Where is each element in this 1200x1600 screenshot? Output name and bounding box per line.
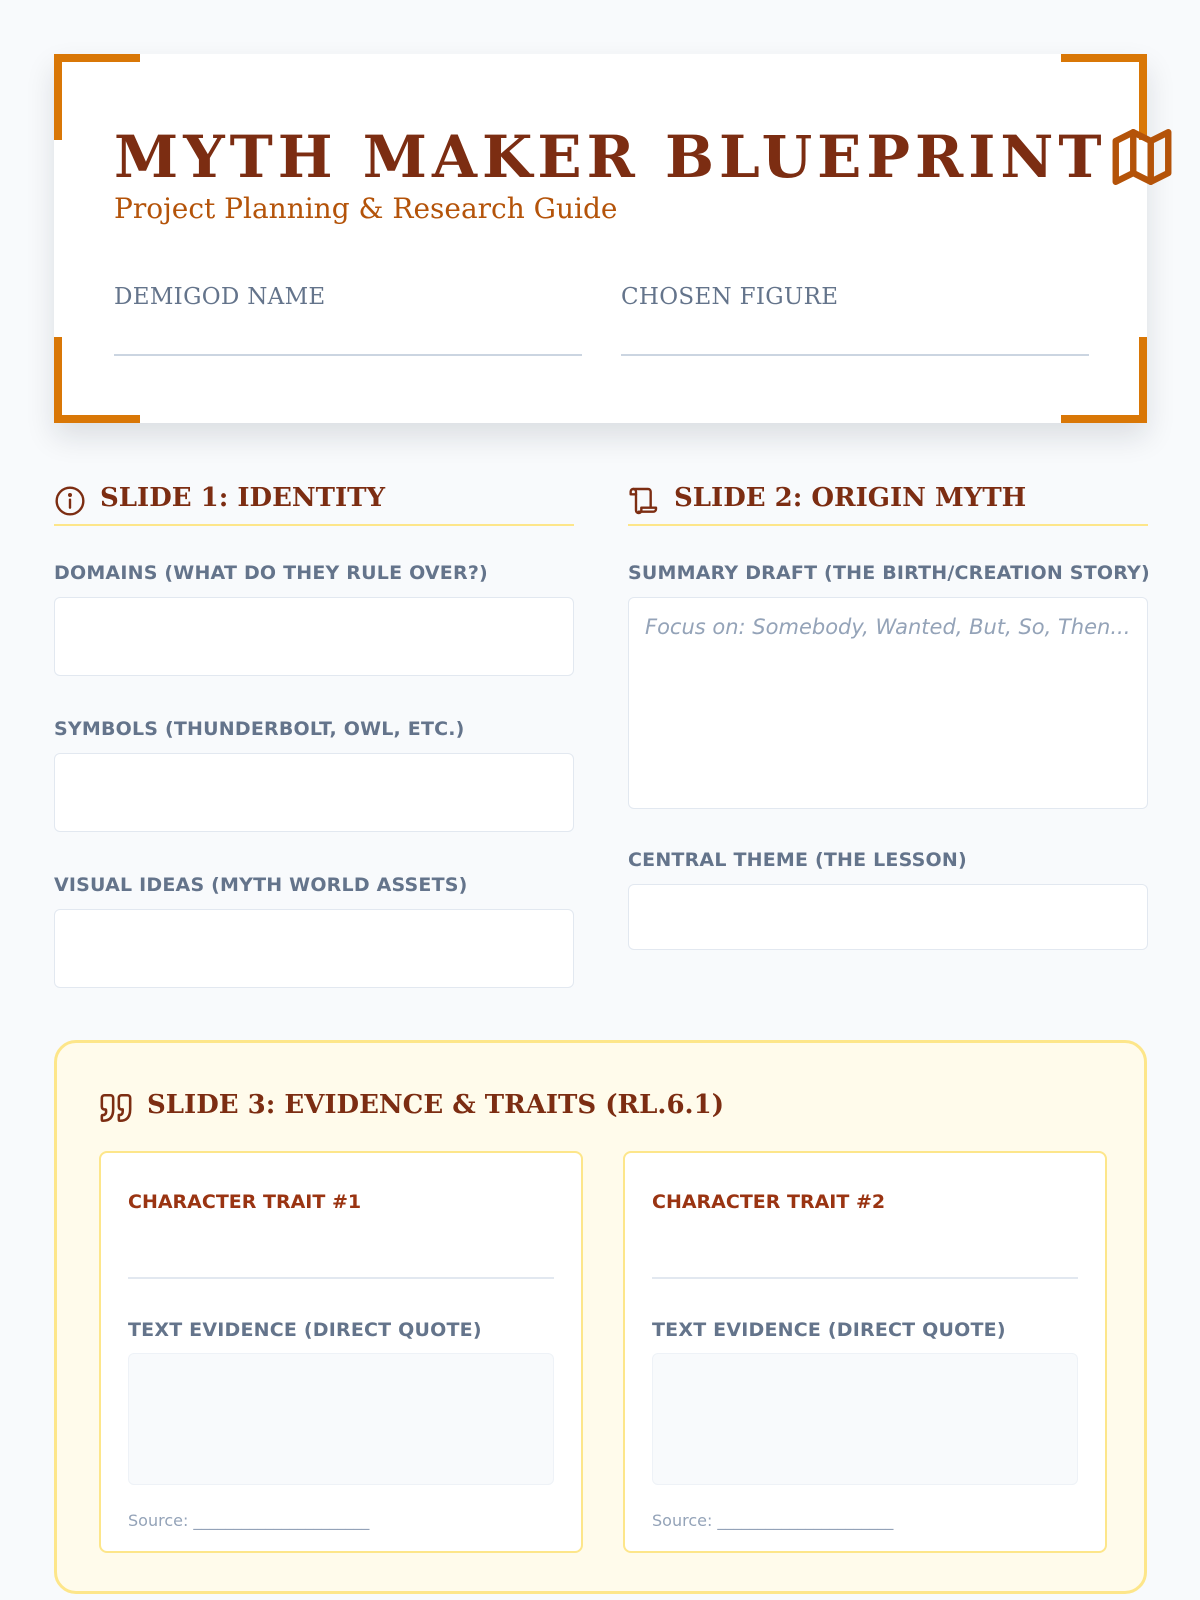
slide3-header <box>99 1091 724 1125</box>
summary-textarea[interactable]: Focus on: Somebody, Wanted, But, So, Then... <box>628 597 1148 809</box>
trait-1-evidence-label: TEXT EVIDENCE (DIRECT QUOTE) <box>128 1319 482 1341</box>
trait-card-2 <box>623 1151 1107 1553</box>
trait-card-1 <box>99 1151 583 1553</box>
slide2-section <box>628 478 1148 950</box>
summary-label: SUMMARY DRAFT (THE BIRTH/CREATION STORY) <box>628 562 1150 584</box>
trait-2-quote-box[interactable] <box>652 1353 1078 1485</box>
central-theme-label: CENTRAL THEME (THE LESSON) <box>628 849 967 871</box>
slide3-title: SLIDE 3: EVIDENCE & TRAITS (RL.6.1) <box>147 1090 724 1120</box>
visual-ideas-input[interactable] <box>54 909 574 988</box>
demigod-name-field[interactable] <box>114 284 582 356</box>
info-circle-icon <box>54 485 86 517</box>
demigod-name-label: DEMIGOD NAME <box>114 284 326 310</box>
visual-ideas-label: VISUAL IDEAS (MYTH WORLD ASSETS) <box>54 874 468 896</box>
chosen-figure-line[interactable] <box>621 354 1089 356</box>
trait-1-source: Source: ______________________ <box>128 1511 370 1530</box>
trait-2-label: CHARACTER TRAIT #2 <box>652 1191 886 1213</box>
scroll-icon <box>628 485 660 517</box>
symbols-label: SYMBOLS (THUNDERBOLT, OWL, ETC.) <box>54 718 465 740</box>
frame-notch-bottom <box>140 415 1061 423</box>
trait-1-label: CHARACTER TRAIT #1 <box>128 1191 362 1213</box>
chosen-figure-label: CHOSEN FIGURE <box>621 284 839 310</box>
trait-2-source: Source: ______________________ <box>652 1511 894 1530</box>
slide1-header <box>54 478 574 526</box>
trait-2-evidence-label: TEXT EVIDENCE (DIRECT QUOTE) <box>652 1319 1006 1341</box>
domains-input[interactable] <box>54 597 574 676</box>
header-card <box>54 54 1147 423</box>
chosen-figure-field[interactable] <box>621 284 1089 356</box>
quote-icon <box>99 1091 133 1125</box>
trait-1-quote-box[interactable] <box>128 1353 554 1485</box>
slide2-title: SLIDE 2: ORIGIN MYTH <box>674 483 1027 513</box>
slide2-header <box>628 478 1148 526</box>
slide3-panel <box>54 1040 1147 1594</box>
demigod-name-line[interactable] <box>114 354 582 356</box>
map-icon <box>1107 122 1177 192</box>
page-subtitle: Project Planning & Research Guide <box>114 192 618 225</box>
frame-notch-left <box>54 140 62 337</box>
symbols-input[interactable] <box>54 753 574 832</box>
central-theme-input[interactable] <box>628 884 1148 950</box>
page-title: MYTH MAKER BLUEPRINT <box>114 123 1107 191</box>
slide1-section <box>54 478 574 988</box>
trait-2-input-line[interactable] <box>652 1277 1078 1279</box>
trait-1-input-line[interactable] <box>128 1277 554 1279</box>
slide1-title: SLIDE 1: IDENTITY <box>100 483 386 513</box>
domains-label: DOMAINS (WHAT DO THEY RULE OVER?) <box>54 562 488 584</box>
header-title-row <box>114 122 1107 192</box>
frame-notch-top <box>140 54 1061 62</box>
